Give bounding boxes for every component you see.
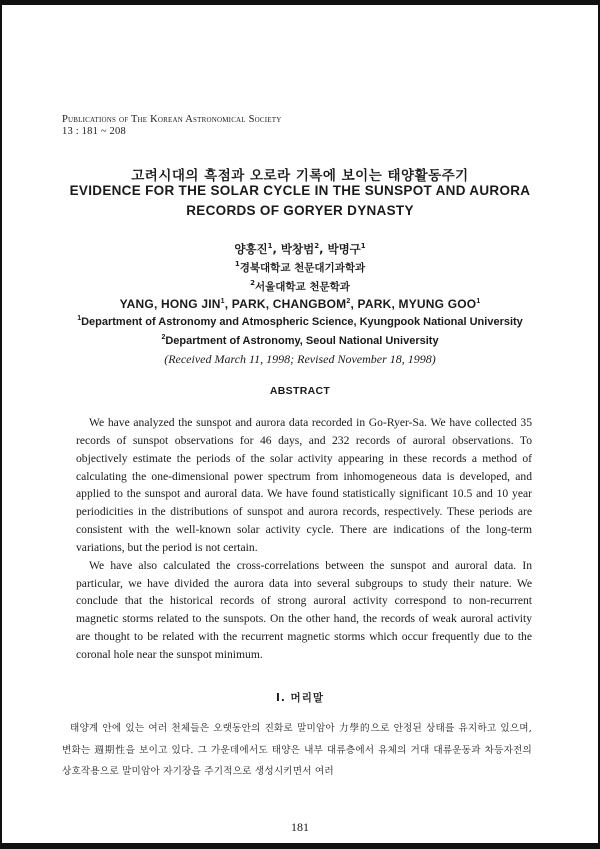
- author-mark: 1: [267, 242, 273, 250]
- journal-name: Publications of The Korean Astronomical Society: [62, 114, 282, 125]
- author-english-name: PARK, MYUNG GOO: [357, 297, 477, 311]
- affiliation-text: Department of Astronomy, Seoul National University: [165, 335, 439, 347]
- body-paragraph: 태양계 안에 있는 여러 천체들은 오랫동안의 진화로 말미암아 力學的으로 안정된 상태를 유지하고 있으며, 변화는 週期性을 보이고 있다. 그 가운데에서도 태양은 내부 대류층에서 유체의 거대 대류운동과 차등자전의 상호작용으로 말미암아 자기장을 주기적으로 생성시키면서 여러: [62, 723, 532, 777]
- section-heading: Ⅰ. 머리말: [276, 692, 324, 704]
- authors-korean: 양홍진$^1$, 박창범$^2$, 박명구$^1$: [234, 242, 366, 256]
- title-english-line2: RECORDS OF GORYER DYNASTY: [186, 203, 414, 218]
- abstract-paragraph: We have analyzed the sunspot and aurora data recorded in Go-Ryer-Sa. We have collected 35 records of sunspot observations for 46 days, and 232 records of auroral observations. To objectively estimate the periods of the solar activity appearing in these records a method of calculating the one-dimensional power spectrum from inhomogeneous data is developed, and applied to the sunspot and auroral data. We have found statistically significant 10.5 and 10 year periodicities in the distributions of sunspot and aurora records, respectively. These periods are consistent with the well-known solar activity cycle. There are indications of the long-term variations, but the period is not certain.: [76, 416, 532, 554]
- affiliation-korean-2: [0, 279, 600, 294]
- author-korean-name: 박창범: [280, 242, 315, 256]
- author-mark: 1: [360, 242, 366, 250]
- author-mark: 2: [346, 298, 351, 305]
- affiliation-korean-1: [0, 260, 600, 275]
- abstract-paragraph: We have also calculated the cross-correlations between the sunspot and auroral data. In particular, we have divided the aurora data into several subgroups to study their nature. We conclude that the historical records of strong auroral activity correspond to non-recurrent magnetic storms related to the sunspots. On the other hand, the records of weak auroral activity are thought to be related with the recurrent magnetic storms which occur frequently due to the coronal hole near the sunspot minimum.: [76, 558, 532, 661]
- journal-header: [62, 114, 282, 138]
- authors-english: YANG, HONG JIN$^1$, PARK, CHANGBOM$^2$, PARK, MYUNG GOO$^1$: [119, 297, 481, 311]
- title-english-line1: EVIDENCE FOR THE SOLAR CYCLE IN THE SUNSPOT AND AURORA: [69, 183, 531, 198]
- author-korean-name: 양홍진: [234, 242, 268, 256]
- affiliation-english-1: [0, 316, 600, 328]
- journal-volume-pages: 13 : 181 ~ 208: [62, 126, 126, 137]
- body-text: [62, 718, 532, 783]
- scan-border-bottom: [0, 843, 600, 849]
- author-english-name: PARK, CHANGBOM: [231, 297, 347, 311]
- affiliation-mark: 2: [161, 334, 166, 341]
- affiliation-english-2: [0, 335, 600, 347]
- author-mark: 1: [220, 298, 225, 305]
- page-number: 181: [291, 820, 309, 834]
- abstract-body: [76, 414, 532, 664]
- abstract-heading: ABSTRACT: [269, 385, 331, 397]
- scan-border-left: [0, 0, 2, 849]
- received-dates: (Received March 11, 1998; Revised November 18, 1998): [164, 352, 436, 366]
- author-mark: 1: [476, 298, 481, 305]
- affiliation-text: 서울대학교 천문학과: [254, 281, 350, 293]
- scan-border-top: [0, 0, 600, 5]
- title-korean: 고려시대의 흑점과 오로라 기록에 보이는 태양활동주기: [131, 168, 469, 184]
- affiliation-text: 경북대학교 천문대기과학과: [239, 262, 366, 274]
- author-english-name: YANG, HONG JIN: [119, 297, 221, 311]
- affiliation-mark: 1: [77, 315, 82, 322]
- author-mark: 2: [314, 242, 320, 250]
- affiliation-mark: 1: [234, 260, 240, 268]
- author-korean-name: 박명구: [327, 242, 361, 256]
- affiliation-mark: 2: [250, 279, 255, 287]
- affiliation-text: Department of Astronomy and Atmospheric Science, Kyungpook National University: [81, 316, 523, 328]
